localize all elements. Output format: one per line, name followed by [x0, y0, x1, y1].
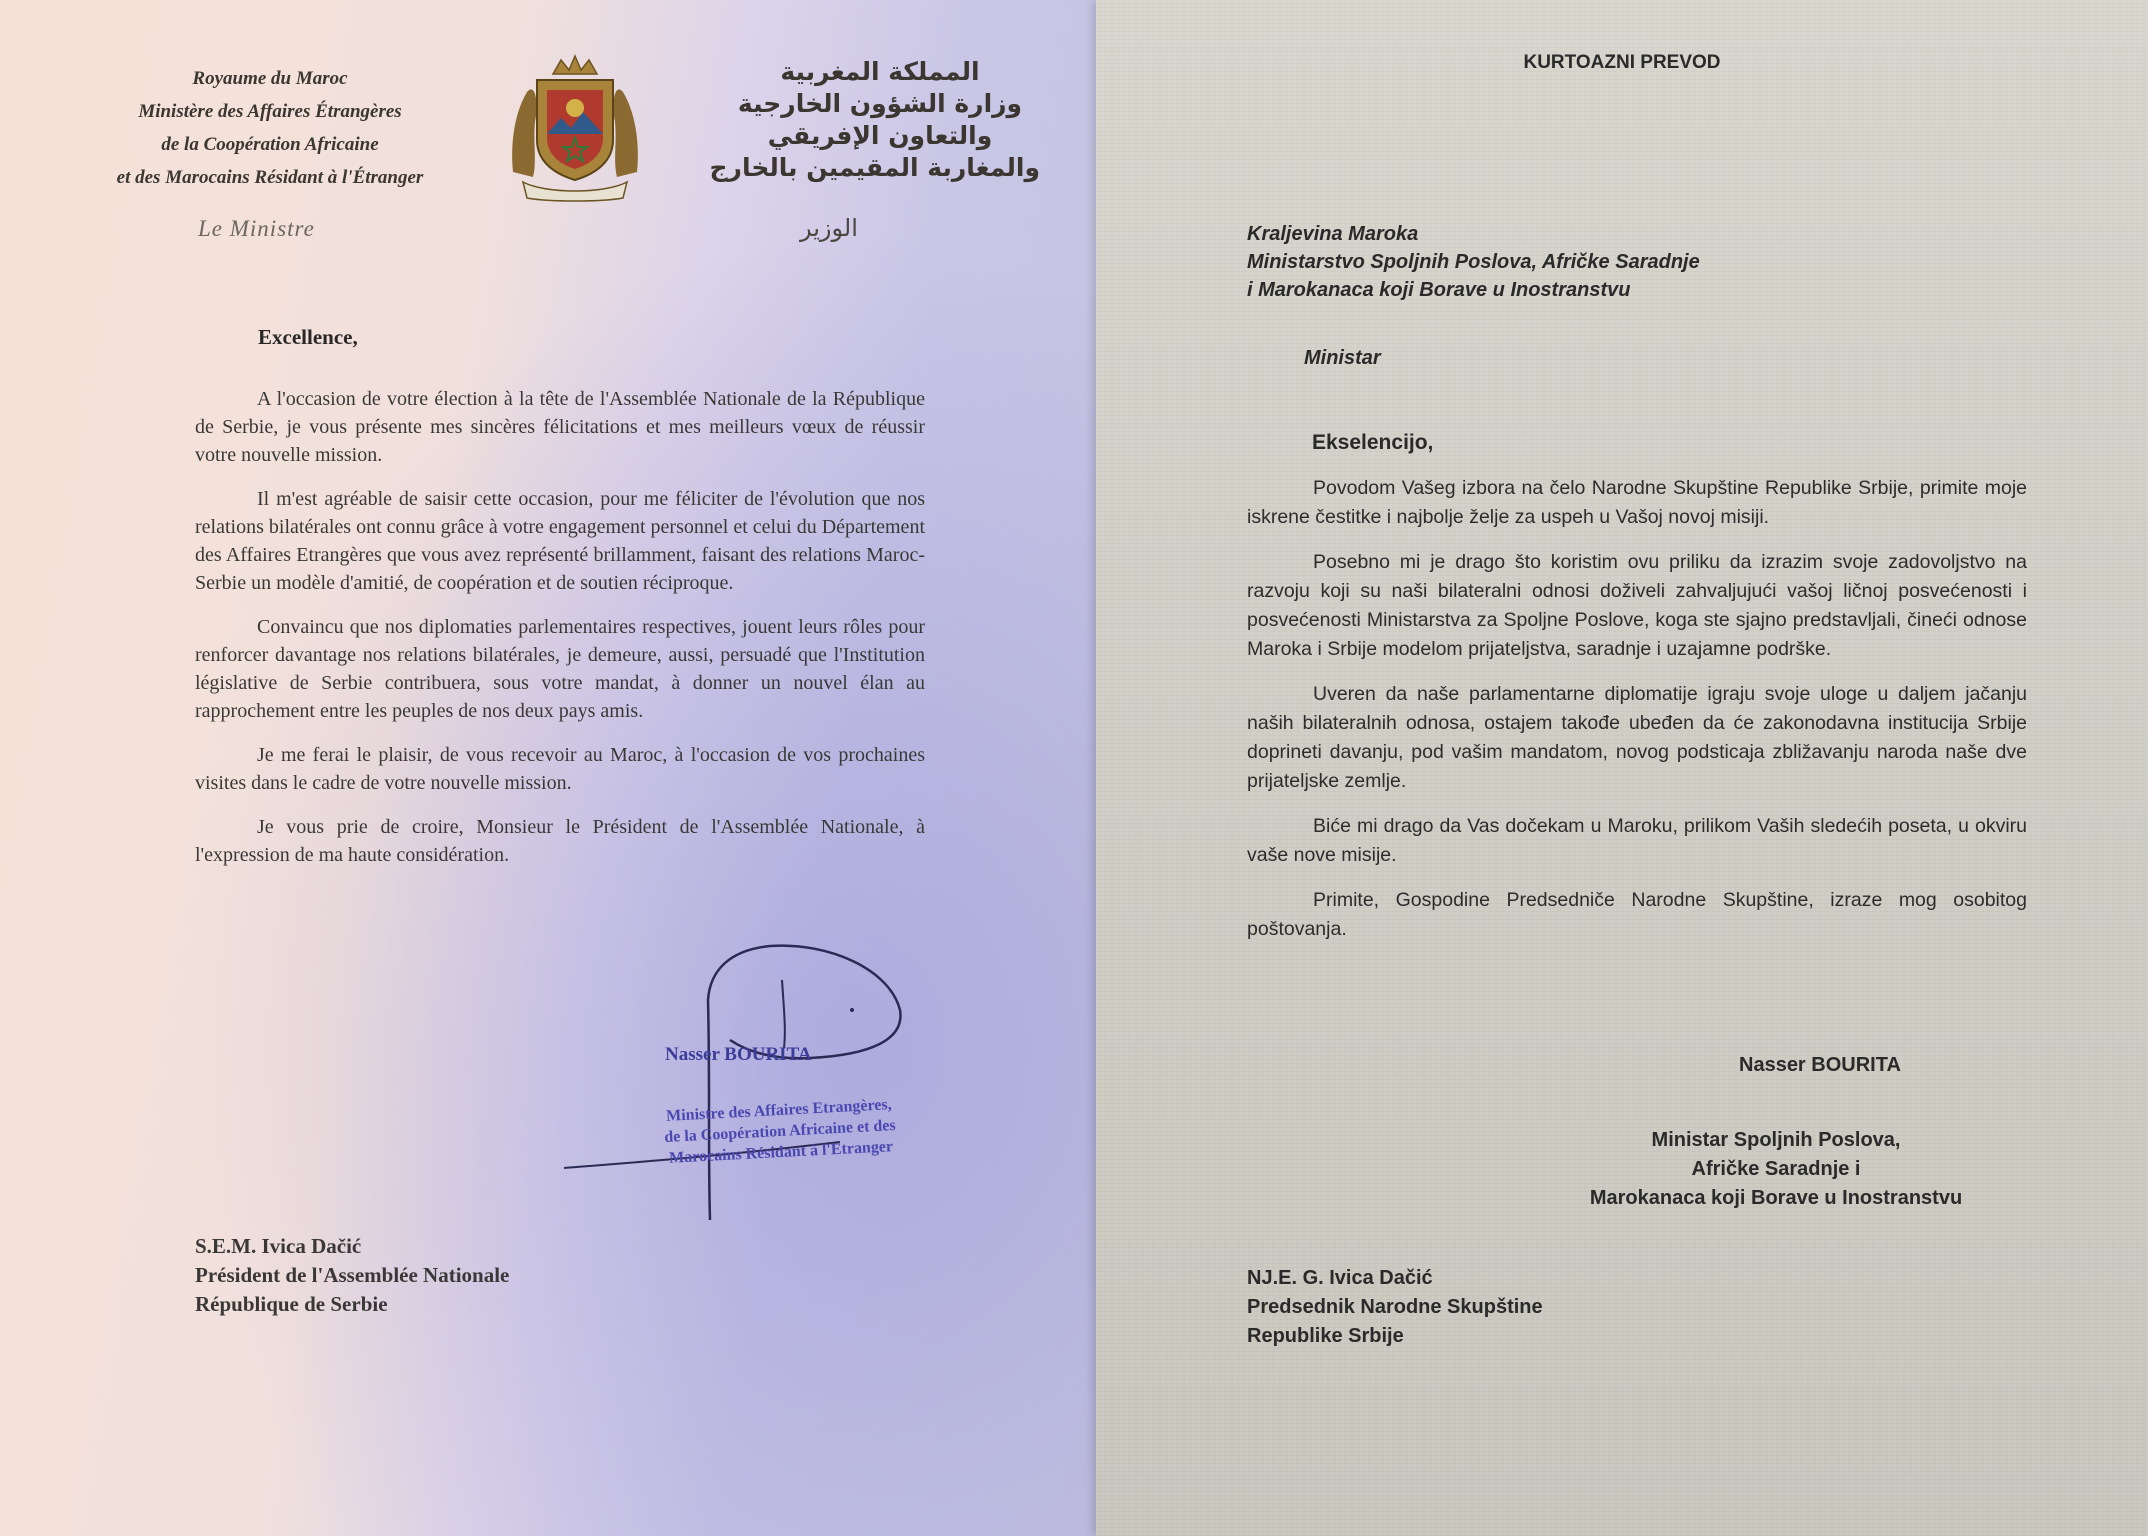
letterhead-sr-line: Ministarstvo Spoljnih Poslova, Afričke Saradnje — [1247, 251, 1700, 273]
letterhead-french — [90, 62, 450, 194]
recipient-address-french — [195, 1232, 509, 1319]
letterhead-fr-line: Royaume du Maroc — [192, 68, 348, 89]
letterhead-serbian — [1247, 220, 1700, 304]
stamp-line: Marocains Résidant à l'Etranger — [668, 1138, 894, 1167]
stamp-line: Ministre des Affaires Etrangères, — [665, 1096, 893, 1125]
stamp-line: de la Coopération Africaine et des — [663, 1116, 897, 1147]
letterhead-ar-line: وزارة الشؤون الخارجية — [737, 89, 1023, 118]
paragraph: Convaincu que nos diplomaties parlementaires respectives, jouent leurs rôles pour renforcer davantage nos relations bilatérales, je demeure, aussi, persuadé que l'Institution législative de Serbie contribuera, sous votre mandat, à donner un nouvel élan au rapprochement entre les peuples de nos deux pays amis. — [195, 616, 925, 722]
recipient-line: NJ.E. G. Ivica Dačić — [1247, 1267, 1433, 1289]
paragraph: A l'occasion de votre élection à la tête de l'Assemblée Nationale de la République de Serbie, je vous présente mes sincères félicitations et mes meilleurs vœux de réussir votre nouvelle mission. — [195, 388, 925, 466]
greeting-french: Excellence, — [258, 325, 358, 349]
letterhead-fr-line: Ministère des Affaires Étrangères — [138, 101, 402, 122]
recipient-line: S.E.M. Ivica Dačić — [195, 1234, 362, 1258]
translation-heading: KURTOAZNI PREVOD — [1523, 52, 1721, 73]
recipient-line: Predsednik Narodne Skupštine — [1247, 1296, 1543, 1318]
paragraph: Povodom Vašeg izbora na čelo Narodne Skupštine Republike Srbije, primite moje iskrene čestitke i najbolje želje za uspeh u Vašoj novoj misiji. — [1247, 477, 2027, 528]
signatory-title — [1576, 1126, 1976, 1213]
greeting-serbian: Ekselencijo, — [1312, 431, 1434, 454]
signatory-title-line: Marokanaca koji Borave u Inostranstvu — [1589, 1187, 1963, 1209]
signatory-name-stamp: Nasser BOURITA — [665, 1044, 812, 1065]
paragraph: Posebno mi je drago što koristim ovu priliku da izrazim svoje zadovoljstvo na razvoju koji su naši bilateralni odnosi doživeli zahvaljujući vašoj ličnoj posvećenosti i posvećenosti Ministarstva za Spoljne Poslove, koga ste sjajno predstavljali, čineći odnose Maroka i Srbije modelom prijateljstva, saradnje i uzajamne podrške. — [1247, 551, 2027, 660]
paragraph: Biće mi drago da Vas dočekam u Maroku, prilikom Vaših sledećih poseta, u okviru vaše nove misije. — [1247, 815, 2027, 866]
paragraph: Je me ferai le plaisir, de vous recevoir au Maroc, à l'occasion de vos prochaines visites dans le cadre de votre nouvelle mission. — [195, 744, 925, 794]
moroccan-coat-of-arms-icon — [505, 52, 645, 202]
signatory-title-line: Ministar Spoljnih Poslova, — [1651, 1129, 1901, 1151]
letterhead-arabic — [709, 56, 1040, 184]
letterhead-ar-line: والمغاربة المقيمين بالخارج — [709, 153, 1040, 182]
letter-body-serbian — [1247, 474, 2027, 960]
letterhead-ar-line: المملكة المغربية — [780, 57, 980, 86]
paragraph: Uveren da naše parlamentarne diplomatije igraju svoje uloge u daljem jačanju naših bilateralnih odnosa, ostajem takođe ubeđen da će zakonodavna institucija Srbije doprineti davanju, pod vašim mandatom, novog podsticaja zbližavanju naroda naše dve prijateljske zemlje. — [1247, 683, 2027, 792]
paragraph: Il m'est agréable de saisir cette occasion, pour me féliciter de l'évolution que nos relations bilatérales ont connu grâce à votre engagement personnel et celui du Département des Affaires Etrangères que vous avez représenté brillamment, faisant des relations Maroc-Serbie un modèle d'amitié, de coopération et de soutien réciproque. — [195, 488, 925, 594]
handwritten-signature — [560, 930, 960, 1250]
recipient-line: République de Serbie — [195, 1292, 388, 1316]
minister-title-french: Le Ministre — [198, 216, 315, 241]
minister-title-serbian: Ministar — [1304, 347, 1381, 369]
letterhead-ar-line: والتعاون الإفريقي — [767, 121, 993, 150]
signatory-name: Nasser BOURITA — [1739, 1054, 1901, 1076]
paragraph: Je vous prie de croire, Monsieur le Président de l'Assemblée Nationale, à l'expression de ma haute considération. — [195, 816, 925, 866]
letterhead-fr-line: et des Marocains Résidant à l'Étranger — [116, 167, 424, 188]
letterhead-sr-line: i Marokanaca koji Borave u Inostranstvu — [1247, 279, 1631, 301]
recipient-line: Président de l'Assemblée Nationale — [195, 1263, 510, 1287]
translation-letter-serbian — [1096, 0, 2148, 1536]
letterhead-fr-line: de la Coopération Africaine — [161, 134, 379, 155]
minister-title-arabic: الوزير — [800, 214, 858, 242]
paragraph: Primite, Gospodine Predsedniče Narodne Skupštine, izraze mog osobitog poštovanja. — [1247, 889, 2027, 940]
recipient-address-serbian — [1247, 1264, 1543, 1351]
letter-body-french — [195, 385, 925, 885]
letterhead-sr-line: Kraljevina Maroka — [1247, 223, 1419, 245]
signatory-title-line: Afričke Saradnje i — [1691, 1158, 1861, 1180]
recipient-line: Republike Srbije — [1247, 1325, 1404, 1347]
